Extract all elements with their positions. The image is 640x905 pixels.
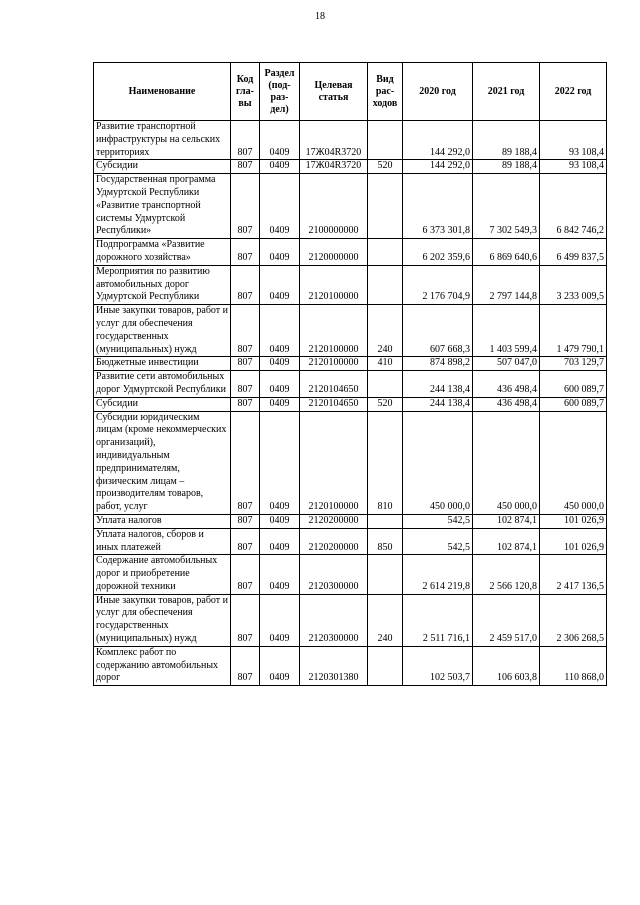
row-amount-2022: 93 108,4 (540, 121, 607, 160)
table-row (94, 357, 607, 371)
row-chapter-code: 807 (231, 174, 260, 239)
row-amount-2020: 874 898,2 (403, 357, 473, 371)
row-chapter-code: 807 (231, 357, 260, 371)
table-row (94, 265, 607, 304)
row-name: Субсидии (94, 397, 231, 411)
row-amount-2021: 450 000,0 (473, 411, 540, 514)
row-amount-2022: 3 233 009,5 (540, 265, 607, 304)
row-chapter-code: 807 (231, 646, 260, 685)
row-chapter-code: 807 (231, 528, 260, 555)
header-name: Наименование (94, 63, 231, 121)
row-expense-type (368, 646, 403, 685)
row-section: 0409 (260, 514, 300, 528)
table-row (94, 555, 607, 594)
row-name: Бюджетные инвестиции (94, 357, 231, 371)
row-amount-2020: 102 503,7 (403, 646, 473, 685)
row-amount-2021: 1 403 599,4 (473, 305, 540, 357)
row-expense-type (368, 555, 403, 594)
row-chapter-code: 807 (231, 265, 260, 304)
row-amount-2021: 102 874,1 (473, 528, 540, 555)
row-target-article: 2120301380 (300, 646, 368, 685)
row-amount-2022: 1 479 790,1 (540, 305, 607, 357)
row-expense-type: 410 (368, 357, 403, 371)
row-section: 0409 (260, 265, 300, 304)
row-amount-2022: 2 306 268,5 (540, 594, 607, 646)
row-expense-type: 850 (368, 528, 403, 555)
row-target-article: 17Ж04R3720 (300, 160, 368, 174)
table-body (94, 121, 607, 686)
row-target-article: 2120300000 (300, 594, 368, 646)
row-expense-type (368, 239, 403, 266)
row-target-article: 2120200000 (300, 528, 368, 555)
row-chapter-code: 807 (231, 121, 260, 160)
row-name: Комплекс работ по содержанию автомобильных дорог (94, 646, 231, 685)
row-expense-type (368, 514, 403, 528)
row-section: 0409 (260, 174, 300, 239)
header-year-2021: 2021 год (473, 63, 540, 121)
row-name: Мероприятия по развитию автомобильных дорог Удмуртской Республики (94, 265, 231, 304)
row-amount-2020: 6 373 301,8 (403, 174, 473, 239)
row-section: 0409 (260, 121, 300, 160)
row-amount-2020: 2 614 219,8 (403, 555, 473, 594)
row-expense-type (368, 371, 403, 398)
row-name: Субсидии юридическим лицам (кроме некоммерческих организаций), индивидуальным предпринимателям, физическим лицам – производителям товаров, работ, услуг (94, 411, 231, 514)
table-row (94, 160, 607, 174)
row-expense-type: 240 (368, 305, 403, 357)
table-row (94, 411, 607, 514)
table-header-row (94, 63, 607, 121)
row-name: Развитие сети автомобильных дорог Удмуртской Республики (94, 371, 231, 398)
row-target-article: 2120104650 (300, 371, 368, 398)
row-expense-type (368, 174, 403, 239)
table-row (94, 174, 607, 239)
table-row (94, 528, 607, 555)
row-section: 0409 (260, 411, 300, 514)
row-amount-2020: 6 202 359,6 (403, 239, 473, 266)
row-name: Подпрограмма «Развитие дорожного хозяйства» (94, 239, 231, 266)
row-section: 0409 (260, 555, 300, 594)
row-amount-2022: 2 417 136,5 (540, 555, 607, 594)
header-year-2020: 2020 год (403, 63, 473, 121)
page-number: 18 (315, 11, 325, 22)
row-section: 0409 (260, 646, 300, 685)
row-amount-2022: 600 089,7 (540, 371, 607, 398)
row-amount-2022: 703 129,7 (540, 357, 607, 371)
row-target-article: 2120300000 (300, 555, 368, 594)
row-target-article: 2120104650 (300, 397, 368, 411)
row-amount-2020: 450 000,0 (403, 411, 473, 514)
row-name: Содержание автомобильных дорог и приобретение дорожной техники (94, 555, 231, 594)
header-target-article: Целевая статья (300, 63, 368, 121)
row-chapter-code: 807 (231, 239, 260, 266)
row-chapter-code: 807 (231, 160, 260, 174)
header-section: Раздел (под- раз- дел) (260, 63, 300, 121)
budget-table (93, 62, 607, 686)
row-section: 0409 (260, 160, 300, 174)
row-section: 0409 (260, 397, 300, 411)
row-name: Субсидии (94, 160, 231, 174)
row-name: Иные закупки товаров, работ и услуг для обеспечения государственных (муниципальных) нужд (94, 305, 231, 357)
row-amount-2020: 244 138,4 (403, 371, 473, 398)
row-amount-2022: 6 499 837,5 (540, 239, 607, 266)
row-amount-2020: 607 668,3 (403, 305, 473, 357)
row-amount-2021: 89 188,4 (473, 121, 540, 160)
row-section: 0409 (260, 371, 300, 398)
row-amount-2021: 7 302 549,3 (473, 174, 540, 239)
row-amount-2020: 144 292,0 (403, 160, 473, 174)
row-section: 0409 (260, 239, 300, 266)
row-name: Иные закупки товаров, работ и услуг для обеспечения государственных (муниципальных) нужд (94, 594, 231, 646)
row-amount-2021: 507 047,0 (473, 357, 540, 371)
row-amount-2022: 450 000,0 (540, 411, 607, 514)
row-target-article: 2120100000 (300, 357, 368, 371)
row-amount-2021: 6 869 640,6 (473, 239, 540, 266)
row-chapter-code: 807 (231, 555, 260, 594)
row-amount-2020: 2 511 716,1 (403, 594, 473, 646)
row-amount-2021: 89 188,4 (473, 160, 540, 174)
header-expense-type: Вид рас- ходов (368, 63, 403, 121)
table-row (94, 305, 607, 357)
row-chapter-code: 807 (231, 594, 260, 646)
row-expense-type (368, 121, 403, 160)
row-chapter-code: 807 (231, 514, 260, 528)
table-row (94, 397, 607, 411)
row-amount-2021: 436 498,4 (473, 397, 540, 411)
row-amount-2021: 2 797 144,8 (473, 265, 540, 304)
row-section: 0409 (260, 357, 300, 371)
row-amount-2021: 2 459 517,0 (473, 594, 540, 646)
table-row (94, 121, 607, 160)
table-row (94, 594, 607, 646)
row-name: Развитие транспортной инфраструктуры на сельских территориях (94, 121, 231, 160)
row-chapter-code: 807 (231, 305, 260, 357)
table-row (94, 514, 607, 528)
row-amount-2020: 542,5 (403, 528, 473, 555)
row-name: Государственная программа Удмуртской Республики «Развитие транспортной системы Удмуртской Республики» (94, 174, 231, 239)
header-year-2022: 2022 год (540, 63, 607, 121)
row-amount-2020: 244 138,4 (403, 397, 473, 411)
header-chapter-code: Код гла- вы (231, 63, 260, 121)
row-amount-2022: 600 089,7 (540, 397, 607, 411)
table-row (94, 371, 607, 398)
row-target-article: 2120100000 (300, 411, 368, 514)
row-expense-type: 240 (368, 594, 403, 646)
row-amount-2022: 93 108,4 (540, 160, 607, 174)
row-chapter-code: 807 (231, 371, 260, 398)
row-amount-2022: 6 842 746,2 (540, 174, 607, 239)
row-amount-2021: 106 603,8 (473, 646, 540, 685)
row-amount-2021: 436 498,4 (473, 371, 540, 398)
row-amount-2022: 110 868,0 (540, 646, 607, 685)
row-amount-2021: 102 874,1 (473, 514, 540, 528)
row-amount-2020: 144 292,0 (403, 121, 473, 160)
row-section: 0409 (260, 528, 300, 555)
row-expense-type (368, 265, 403, 304)
row-amount-2020: 2 176 704,9 (403, 265, 473, 304)
row-section: 0409 (260, 594, 300, 646)
row-amount-2020: 542,5 (403, 514, 473, 528)
row-target-article: 2120000000 (300, 239, 368, 266)
row-amount-2022: 101 026,9 (540, 514, 607, 528)
row-amount-2022: 101 026,9 (540, 528, 607, 555)
row-target-article: 2120100000 (300, 265, 368, 304)
row-expense-type: 520 (368, 160, 403, 174)
row-target-article: 2100000000 (300, 174, 368, 239)
row-name: Уплата налогов, сборов и иных платежей (94, 528, 231, 555)
row-expense-type: 810 (368, 411, 403, 514)
table-row (94, 646, 607, 685)
row-expense-type: 520 (368, 397, 403, 411)
row-chapter-code: 807 (231, 411, 260, 514)
row-target-article: 2120200000 (300, 514, 368, 528)
row-target-article: 2120100000 (300, 305, 368, 357)
row-section: 0409 (260, 305, 300, 357)
row-target-article: 17Ж04R3720 (300, 121, 368, 160)
table-row (94, 239, 607, 266)
row-chapter-code: 807 (231, 397, 260, 411)
row-name: Уплата налогов (94, 514, 231, 528)
row-amount-2021: 2 566 120,8 (473, 555, 540, 594)
